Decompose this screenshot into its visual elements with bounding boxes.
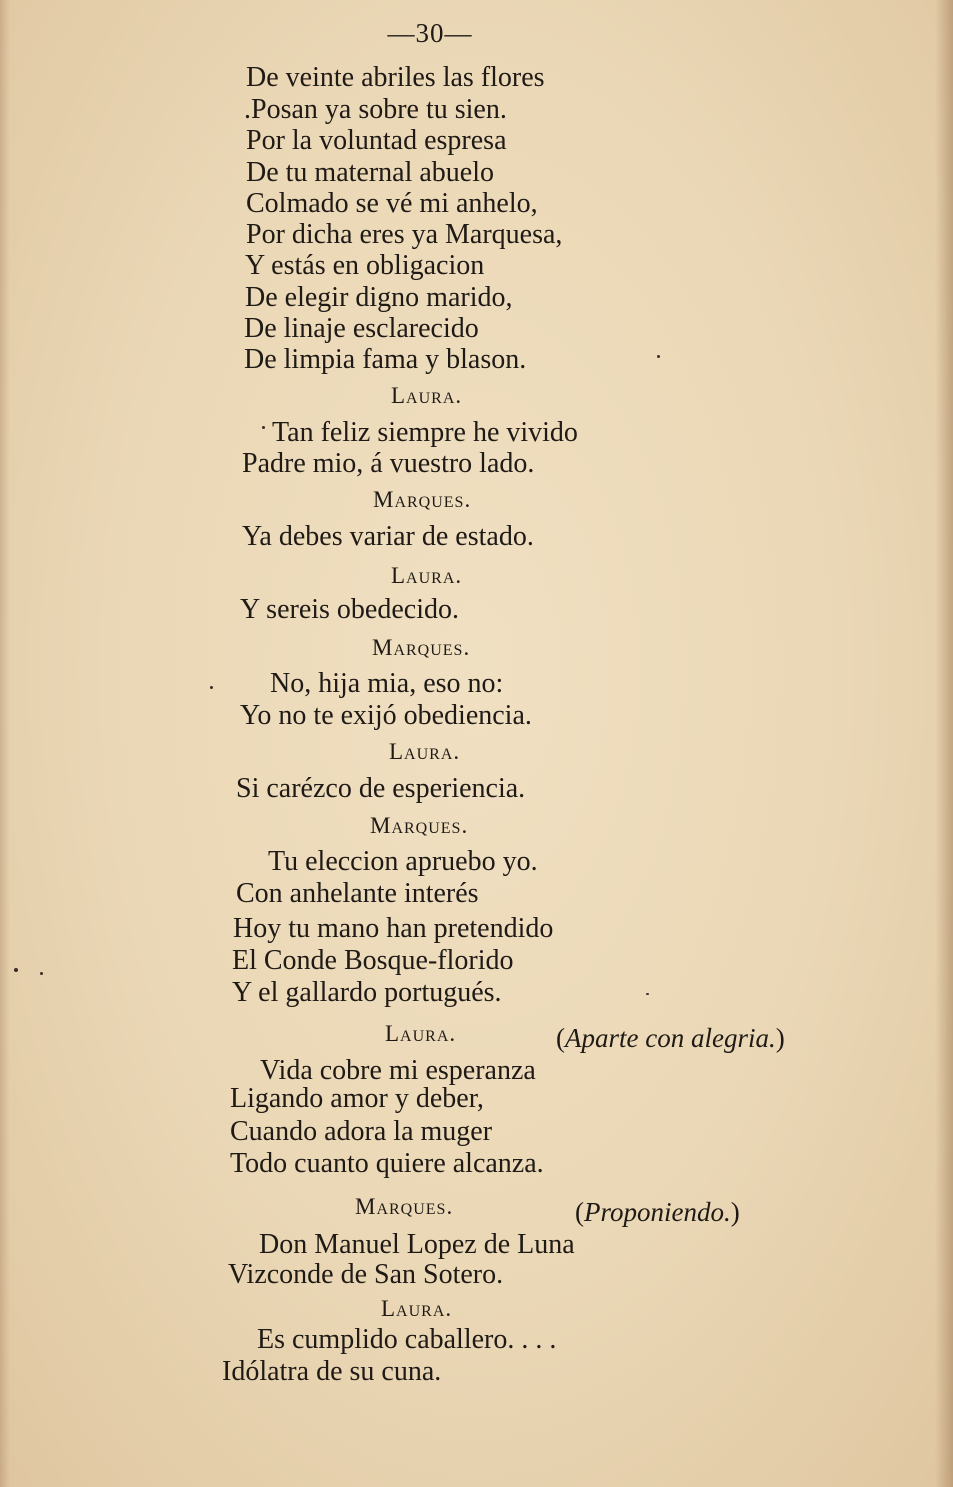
verse-line: De tu maternal abuelo bbox=[246, 157, 495, 188]
stage-direction: (Aparte con alegria.) bbox=[556, 1023, 785, 1053]
verse-line: Hoy tu mano han pretendido bbox=[233, 913, 554, 944]
verse-line: Padre mio, á vuestro lado. bbox=[242, 448, 535, 479]
speaker-name: Laura. bbox=[391, 383, 463, 408]
speaker-name: Laura. bbox=[385, 1021, 457, 1046]
speaker-name: Laura. bbox=[391, 563, 463, 588]
verse-line: Todo cuanto quiere alcanza. bbox=[230, 1148, 544, 1179]
speaker-name: Marques. bbox=[355, 1194, 454, 1219]
verse-line: El Conde Bosque-florido bbox=[232, 945, 514, 976]
page-right-shadow bbox=[935, 0, 953, 1487]
verse-line: Cuando adora la muger bbox=[230, 1116, 493, 1147]
verse-line: Vizconde de San Sotero. bbox=[228, 1259, 504, 1290]
verse-line: Y el gallardo portugués. bbox=[232, 977, 502, 1008]
verse-line: Tan feliz siempre he vivido bbox=[272, 417, 578, 448]
verse-line: Si carézco de esperiencia. bbox=[236, 773, 526, 804]
ink-speck bbox=[40, 972, 43, 975]
verse-line: De veinte abriles las flores bbox=[246, 62, 545, 93]
ink-speck bbox=[262, 426, 265, 429]
verse-line: Idólatra de su cuna. bbox=[222, 1356, 442, 1387]
verse-line: De limpia fama y blason. bbox=[244, 344, 527, 375]
verse-line: Yo no te exijó obediencia. bbox=[240, 700, 532, 731]
verse-line: Colmado se vé mi anhelo, bbox=[246, 188, 538, 219]
verse-line: Por dicha eres ya Marquesa, bbox=[246, 219, 563, 250]
verse-line: De elegir digno marido, bbox=[245, 282, 513, 313]
verse-line: Ligando amor y deber, bbox=[230, 1083, 484, 1114]
page-left-shadow bbox=[0, 0, 10, 1487]
ink-speck bbox=[210, 686, 213, 689]
speaker-name: Marques. bbox=[370, 813, 469, 838]
verse-line: Y estás en obligacion bbox=[245, 250, 485, 281]
verse-line: Vida cobre mi esperanza bbox=[260, 1055, 536, 1086]
verse-line: Ya debes variar de estado. bbox=[242, 521, 534, 552]
verse-line: Con anhelante interés bbox=[236, 878, 479, 909]
verse-line: Don Manuel Lopez de Luna bbox=[259, 1229, 575, 1260]
stage-direction: (Proponiendo.) bbox=[575, 1197, 740, 1227]
speaker-name: Laura. bbox=[381, 1296, 453, 1321]
ink-speck bbox=[646, 993, 649, 995]
speaker-name: Marques. bbox=[373, 487, 472, 512]
ink-speck bbox=[657, 355, 660, 358]
page-number: —30— bbox=[387, 18, 473, 48]
verse-line: No, hija mia, eso no: bbox=[270, 668, 504, 699]
verse-line: Tu eleccion apruebo yo. bbox=[268, 846, 538, 877]
ink-speck bbox=[14, 968, 18, 972]
speaker-name: Marques. bbox=[372, 635, 471, 660]
verse-line: Y sereis obedecido. bbox=[240, 594, 459, 625]
verse-line: Es cumplido caballero. . . . bbox=[257, 1324, 557, 1355]
verse-line: .Posan ya sobre tu sien. bbox=[244, 94, 507, 125]
verse-line: Por la voluntad espresa bbox=[246, 125, 507, 156]
verse-line: De linaje esclarecido bbox=[244, 313, 479, 344]
speaker-name: Laura. bbox=[389, 739, 461, 764]
